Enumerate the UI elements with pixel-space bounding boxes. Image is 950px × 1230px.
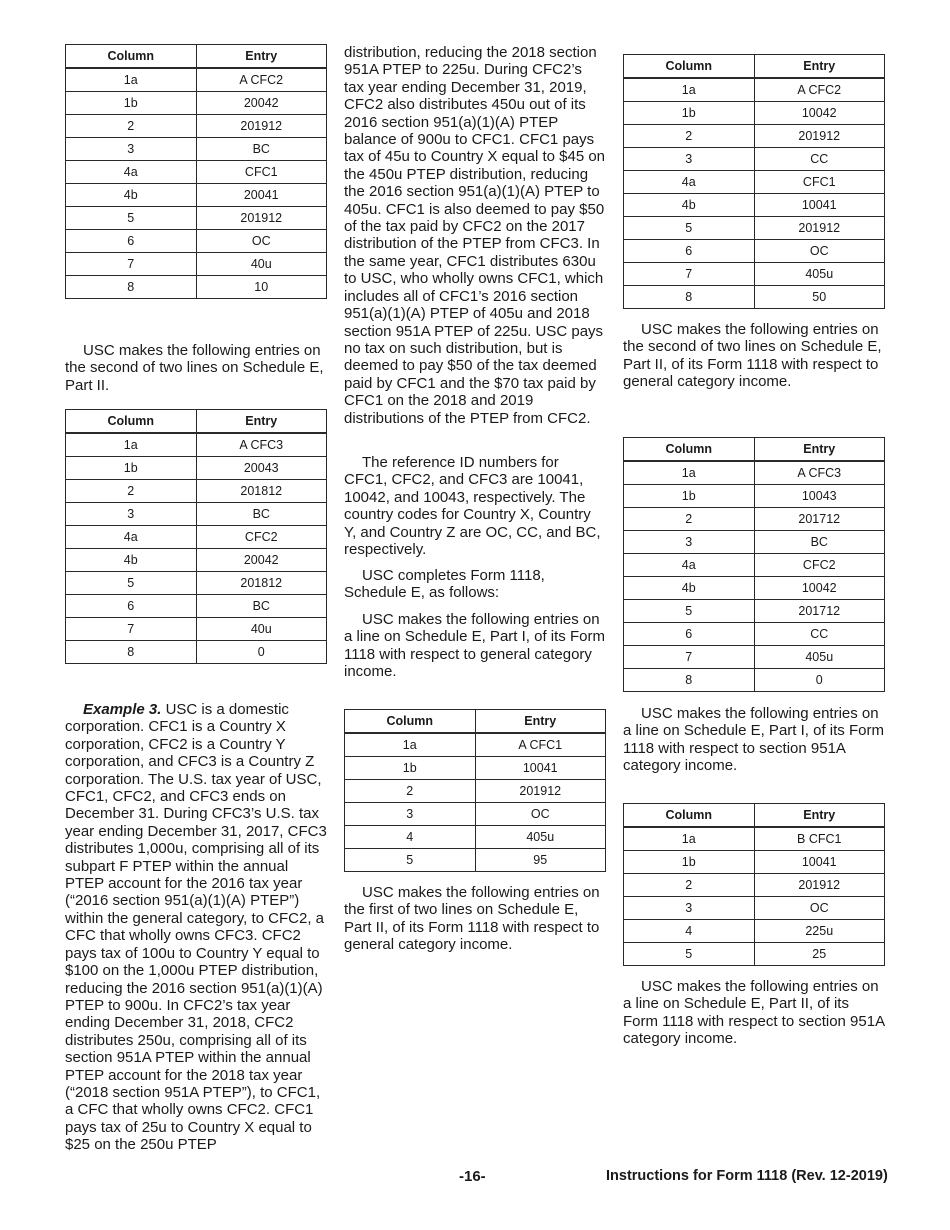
column-cell: 2 <box>66 480 197 503</box>
table-row <box>624 171 885 194</box>
column-cell: 1a <box>624 78 755 102</box>
column-cell: 3 <box>624 897 755 920</box>
entry-cell: 50 <box>754 286 885 309</box>
entry-cell: 10041 <box>754 851 885 874</box>
entry-cell: 201712 <box>754 508 885 531</box>
entry-cell: 10041 <box>475 757 606 780</box>
column-cell: 1b <box>66 92 197 115</box>
entry-cell: CC <box>754 623 885 646</box>
table-row <box>624 577 885 600</box>
column-cell: 1b <box>345 757 476 780</box>
column-cell: 1a <box>624 827 755 851</box>
entry-cell: BC <box>754 531 885 554</box>
table-header-row <box>624 55 885 79</box>
column-header: Column <box>624 804 755 828</box>
entry-cell: OC <box>754 240 885 263</box>
entry-cell: 225u <box>754 920 885 943</box>
entry-cell: 10042 <box>754 102 885 125</box>
table-row <box>624 623 885 646</box>
table-row <box>345 849 606 872</box>
example-text: USC is a domestic corporation. CFC1 is a Country X corporation, CFC2 is a Country Y corporation, and CFC3 is a Country Z corporation. The U.S. tax year of USC, CFC1, CFC2, and CFC3 ends on December 31. During CFC3’s U.S. tax year ending December 31, 2017, CFC3 distributes 1,000u, comprising all of its subpart F PTEP within the annual PTEP account for the 2016 tax year (“2016 section 951(a)(1)(A) PTEP”) within the general category, to CFC2, a CFC that wholly owns CFC3. CFC2 pays tax of 100u to Country Y equal to $100 on the 1,000u PTEP distribution, reducing the 2016 section 951(a)(1)(A) PTEP to 900u. In CFC2’s tax year ending December 31, 2018, CFC2 distributes 250u, comprising all of its section 951A PTEP within the annual PTEP account for the 2018 tax year (“2018 section 951A PTEP”), to CFC1, a CFC that wholly owns CFC2. CFC1 pays tax of 25u to Country X equal to $25 on the 250u PTEP <box>65 701 327 1154</box>
table-row <box>66 138 327 161</box>
table-row <box>66 253 327 276</box>
entry-cell: CFC2 <box>754 554 885 577</box>
table-row <box>66 572 327 595</box>
column-cell: 4 <box>624 920 755 943</box>
column-cell: 4b <box>66 184 197 207</box>
column-cell: 1a <box>345 733 476 757</box>
table-row <box>624 485 885 508</box>
entry-cell: 0 <box>754 669 885 692</box>
entry-cell: BC <box>196 503 327 526</box>
paragraph-part1-951a: USC makes the following entries on a line on Schedule E, Part I, of its Form 1118 with respect to section 951A category income. <box>623 705 884 775</box>
table-row <box>624 217 885 240</box>
example-label: Example 3. <box>83 701 162 718</box>
column-header: Column <box>345 710 476 734</box>
entry-cell: BC <box>196 138 327 161</box>
column-cell: 7 <box>624 263 755 286</box>
table-row <box>624 920 885 943</box>
column-cell: 1a <box>624 461 755 485</box>
column-cell: 3 <box>345 803 476 826</box>
entry-cell: 40u <box>196 253 327 276</box>
entry-cell: A CFC3 <box>196 433 327 457</box>
table-row <box>345 803 606 826</box>
table-row <box>66 230 327 253</box>
entry-cell: 0 <box>196 641 327 664</box>
table-row <box>624 851 885 874</box>
entry-table-3 <box>344 709 606 872</box>
table-header-row <box>66 45 327 69</box>
table-row <box>624 263 885 286</box>
paragraph-part2-951a: USC makes the following entries on a line on Schedule E, Part II, of its Form 1118 with respect to section 951A category income. <box>623 978 885 1048</box>
entry-header: Entry <box>754 55 885 79</box>
entry-cell: 10 <box>196 276 327 299</box>
table-row <box>66 433 327 457</box>
entry-header: Entry <box>754 438 885 462</box>
column-cell: 4b <box>624 194 755 217</box>
column-cell: 8 <box>624 669 755 692</box>
column-cell: 1b <box>624 485 755 508</box>
entry-cell: A CFC3 <box>754 461 885 485</box>
paragraph-first-line-part2: USC makes the following entries on the first of two lines on Schedule E, Part II, of its Form 1118 with respect to general category income. <box>344 884 600 954</box>
table-header-row <box>66 410 327 434</box>
column-cell: 4b <box>66 549 197 572</box>
column-cell: 3 <box>624 531 755 554</box>
column-cell: 4a <box>624 554 755 577</box>
table-row <box>624 102 885 125</box>
entry-cell: 201812 <box>196 572 327 595</box>
column-cell: 5 <box>66 572 197 595</box>
column-cell: 6 <box>624 240 755 263</box>
entry-cell: A CFC2 <box>196 68 327 92</box>
table-header-row <box>624 804 885 828</box>
entry-cell: 20043 <box>196 457 327 480</box>
table-row <box>624 194 885 217</box>
entry-cell: 405u <box>475 826 606 849</box>
column-cell: 2 <box>624 508 755 531</box>
table-row <box>624 508 885 531</box>
table-row <box>624 531 885 554</box>
entry-cell: CFC1 <box>196 161 327 184</box>
table-row <box>66 618 327 641</box>
table-row <box>66 276 327 299</box>
column-cell: 5 <box>624 600 755 623</box>
table-row <box>66 184 327 207</box>
column-cell: 3 <box>66 138 197 161</box>
entry-cell: 201712 <box>754 600 885 623</box>
entry-cell: 201912 <box>196 115 327 138</box>
column-header: Column <box>66 45 197 69</box>
entry-cell: 40u <box>196 618 327 641</box>
table-row <box>66 92 327 115</box>
entry-cell: 20042 <box>196 92 327 115</box>
entry-cell: 95 <box>475 849 606 872</box>
page-number: -16- <box>459 1168 486 1185</box>
column-cell: 6 <box>66 230 197 253</box>
table-row <box>624 897 885 920</box>
entry-header: Entry <box>196 410 327 434</box>
paragraph-second-line-general: USC makes the following entries on the second of two lines on Schedule E, Part II, of its Form 1118 with respect to general category income. <box>623 321 882 391</box>
table-row <box>66 503 327 526</box>
column-cell: 5 <box>624 217 755 240</box>
table-row <box>345 757 606 780</box>
entry-cell: 201912 <box>196 207 327 230</box>
column-cell: 4b <box>624 577 755 600</box>
column-cell: 1b <box>66 457 197 480</box>
entry-cell: 201912 <box>754 217 885 240</box>
table-row <box>624 461 885 485</box>
entry-cell: 405u <box>754 263 885 286</box>
entry-cell: OC <box>196 230 327 253</box>
column-header: Column <box>66 410 197 434</box>
entry-cell: CC <box>754 148 885 171</box>
entry-header: Entry <box>475 710 606 734</box>
column-cell: 6 <box>624 623 755 646</box>
table-row <box>66 641 327 664</box>
column-cell: 4a <box>624 171 755 194</box>
table-row <box>624 286 885 309</box>
entry-cell: A CFC2 <box>754 78 885 102</box>
column-cell: 3 <box>66 503 197 526</box>
entry-cell: B CFC1 <box>754 827 885 851</box>
paragraph-completes-schedule: USC completes Form 1118, Schedule E, as follows: <box>344 567 545 602</box>
entry-cell: 405u <box>754 646 885 669</box>
column-cell: 7 <box>66 618 197 641</box>
table-row <box>624 669 885 692</box>
entry-cell: 201812 <box>196 480 327 503</box>
table-row <box>345 733 606 757</box>
entry-cell: 25 <box>754 943 885 966</box>
entry-cell: 201912 <box>754 125 885 148</box>
column-cell: 1a <box>66 433 197 457</box>
column-cell: 4a <box>66 526 197 549</box>
column-cell: 4 <box>345 826 476 849</box>
column-cell: 2 <box>624 874 755 897</box>
column-cell: 7 <box>66 253 197 276</box>
column-cell: 2 <box>66 115 197 138</box>
table-row <box>66 526 327 549</box>
column-cell: 7 <box>624 646 755 669</box>
entry-cell: BC <box>196 595 327 618</box>
column-cell: 3 <box>624 148 755 171</box>
entry-cell: 20041 <box>196 184 327 207</box>
table-row <box>624 125 885 148</box>
table-row <box>624 646 885 669</box>
table-row <box>66 457 327 480</box>
table-row <box>345 826 606 849</box>
column-cell: 5 <box>345 849 476 872</box>
entry-cell: 201912 <box>475 780 606 803</box>
table-row <box>66 595 327 618</box>
paragraph-second-line-part2: USC makes the following entries on the second of two lines on Schedule E, Part II. <box>65 342 324 394</box>
table-row <box>624 148 885 171</box>
table-row <box>624 78 885 102</box>
column-header: Column <box>624 438 755 462</box>
table-row <box>66 68 327 92</box>
table-row <box>66 161 327 184</box>
column-cell: 8 <box>624 286 755 309</box>
entry-table-4 <box>623 54 885 309</box>
table-row <box>624 943 885 966</box>
entry-header: Entry <box>754 804 885 828</box>
entry-cell: CFC2 <box>196 526 327 549</box>
entry-table-5 <box>623 437 885 692</box>
paragraph-reference-ids: The reference ID numbers for CFC1, CFC2, and CFC3 are 10041, 10042, and 10043, respectively. The country codes for Country X, Country Y, and Country Z are OC, CC, and BC, respectively. <box>344 454 601 559</box>
column-cell: 2 <box>624 125 755 148</box>
entry-table-2 <box>65 409 327 664</box>
table-row <box>624 874 885 897</box>
entry-cell: 10041 <box>754 194 885 217</box>
column-cell: 1b <box>624 102 755 125</box>
table-row <box>66 549 327 572</box>
paragraph-example-3 <box>65 701 327 1154</box>
table-row <box>624 827 885 851</box>
column-cell: 1b <box>624 851 755 874</box>
table-row <box>624 240 885 263</box>
column-cell: 8 <box>66 276 197 299</box>
entry-cell: 20042 <box>196 549 327 572</box>
column-cell: 4a <box>66 161 197 184</box>
table-header-row <box>624 438 885 462</box>
column-header: Column <box>624 55 755 79</box>
footer-title: Instructions for Form 1118 (Rev. 12-2019) <box>606 1168 888 1184</box>
entry-cell: 10042 <box>754 577 885 600</box>
column-cell: 2 <box>345 780 476 803</box>
entry-cell: 10043 <box>754 485 885 508</box>
entry-cell: 201912 <box>754 874 885 897</box>
paragraph-example-continued: distribution, reducing the 2018 section 951A PTEP to 225u. During CFC2’s tax year ending December 31, 2019, CFC2 also distributes 450u out of its 2016 section 951(a)(1)(A) PTEP balance of 900u to CFC1. CFC1 pays tax of 45u to Country X equal to $45 on the 450u PTEP distribution, reducing the 2016 section 951(a)(1)(A) PTEP to 405u. CFC1 is also deemed to pay $50 of the tax paid by CFC2 on the 2017 distribution of the PTEP from CFC3. In the same year, CFC1 distributes 630u to USC, who wholly owns CFC1, which includes all of CFC1’s 2016 section 951(a)(1)(A) PTEP of 405u and 2018 section 951A PTEP of 225u. USC pays no tax on such distribution, but is deemed to pay $50 of the tax deemed paid by CFC1 and the $70 tax paid by CFC1 on the 2018 and 2019 distributions of the PTEP from CFC2. <box>344 44 606 427</box>
entry-table-1 <box>65 44 327 299</box>
entry-cell: OC <box>475 803 606 826</box>
entry-cell: OC <box>754 897 885 920</box>
column-cell: 6 <box>66 595 197 618</box>
table-row <box>66 207 327 230</box>
table-row <box>66 115 327 138</box>
table-header-row <box>345 710 606 734</box>
entry-table-6 <box>623 803 885 966</box>
table-row <box>345 780 606 803</box>
table-row <box>624 554 885 577</box>
entry-header: Entry <box>196 45 327 69</box>
entry-cell: CFC1 <box>754 171 885 194</box>
entry-cell: A CFC1 <box>475 733 606 757</box>
column-cell: 8 <box>66 641 197 664</box>
column-cell: 1a <box>66 68 197 92</box>
column-cell: 5 <box>624 943 755 966</box>
column-cell: 5 <box>66 207 197 230</box>
paragraph-part1-general: USC makes the following entries on a line on Schedule E, Part I, of its Form 1118 with respect to general category income. <box>344 611 605 681</box>
table-row <box>66 480 327 503</box>
table-row <box>624 600 885 623</box>
